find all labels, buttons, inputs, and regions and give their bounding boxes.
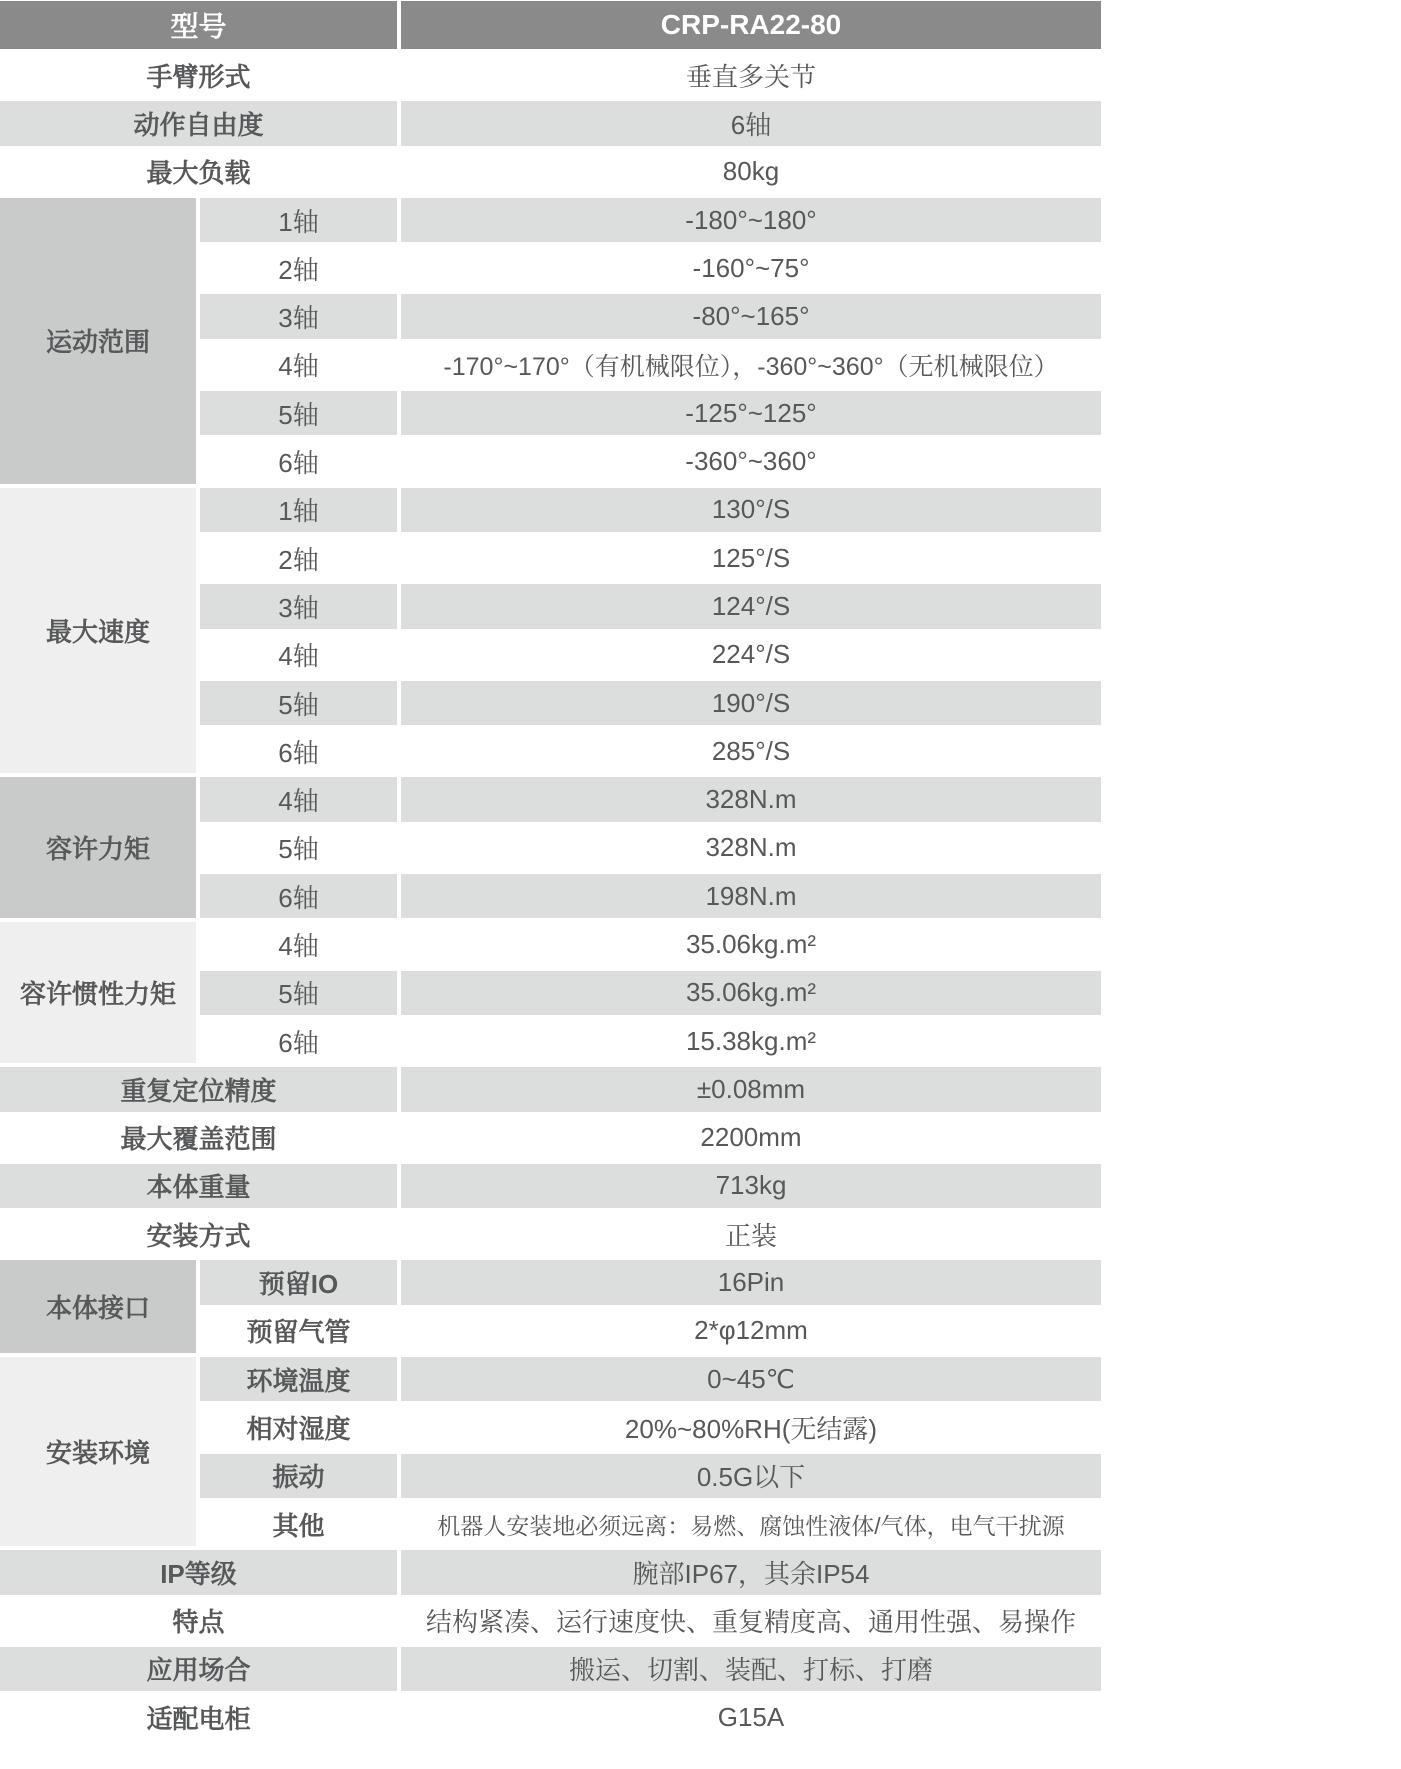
row-label: 最大覆盖范围 bbox=[120, 1124, 277, 1155]
section-body-interface bbox=[0, 1260, 1101, 1353]
axis-label: 预留气管 bbox=[246, 1317, 351, 1348]
spec-row bbox=[200, 584, 1101, 628]
spec-row bbox=[200, 343, 1101, 387]
axis-label: 4轴 bbox=[278, 641, 319, 672]
axis-value: 328N.m bbox=[401, 777, 1101, 821]
spec-row bbox=[200, 1454, 1101, 1498]
axis-label: 5轴 bbox=[200, 391, 397, 435]
spec-row bbox=[200, 1019, 1101, 1063]
axis-value: 20%~80%RH(无结露) bbox=[624, 1413, 878, 1444]
axis-label: 其他 bbox=[272, 1510, 325, 1541]
row-arm-type bbox=[0, 53, 1101, 97]
spec-row bbox=[200, 826, 1101, 870]
row-dof bbox=[0, 101, 1101, 145]
axis-value: 15.38kg.m² bbox=[685, 1025, 817, 1056]
row-value: 搬运、切割、装配、打标、打磨 bbox=[401, 1647, 1101, 1691]
row-label: 特点 bbox=[172, 1607, 225, 1638]
section-allowable-torque bbox=[0, 777, 1101, 918]
model-header-label: 型号 bbox=[0, 1, 397, 49]
spec-row bbox=[200, 874, 1101, 918]
axis-value: 224°/S bbox=[711, 639, 791, 670]
spec-row bbox=[200, 1357, 1101, 1401]
row-label: 重复定位精度 bbox=[0, 1067, 397, 1111]
axis-value: 0.5G以下 bbox=[401, 1454, 1101, 1498]
category-label: 容许惯性力矩 bbox=[0, 922, 196, 1063]
section-max-speed bbox=[0, 488, 1101, 774]
spec-row bbox=[200, 198, 1101, 242]
axis-label: 4轴 bbox=[278, 351, 319, 382]
section-install-environment bbox=[0, 1357, 1101, 1546]
row-max-payload bbox=[0, 150, 1101, 194]
section-allowable-inertia bbox=[0, 922, 1101, 1063]
spec-row bbox=[200, 1502, 1101, 1546]
row-value: 6轴 bbox=[401, 101, 1101, 145]
axis-value: 285°/S bbox=[711, 735, 791, 766]
axis-value: -360°~360° bbox=[685, 446, 817, 477]
axis-value: 328N.m bbox=[705, 832, 797, 863]
category-label: 容许力矩 bbox=[0, 777, 196, 918]
axis-value: 130°/S bbox=[401, 488, 1101, 532]
spec-row bbox=[200, 294, 1101, 338]
spec-row bbox=[200, 729, 1101, 773]
header-row bbox=[0, 1, 1101, 49]
axis-value: -160°~75° bbox=[692, 252, 810, 283]
axis-label: 振动 bbox=[200, 1454, 397, 1498]
row-label: 最大负载 bbox=[146, 158, 251, 189]
row-label: 手臂形式 bbox=[146, 61, 251, 92]
axis-value: 190°/S bbox=[401, 681, 1101, 725]
row-value: 80kg bbox=[722, 156, 780, 187]
axis-label: 5轴 bbox=[278, 834, 319, 865]
spec-row bbox=[200, 971, 1101, 1015]
row-mounting bbox=[0, 1212, 1101, 1256]
row-value: ±0.08mm bbox=[401, 1067, 1101, 1111]
row-label: 应用场合 bbox=[0, 1647, 397, 1691]
spec-row bbox=[200, 922, 1101, 966]
row-applications bbox=[0, 1647, 1101, 1691]
row-value: 正装 bbox=[724, 1220, 777, 1251]
row-value: 2200mm bbox=[700, 1122, 802, 1153]
axis-label: 1轴 bbox=[200, 198, 397, 242]
spec-row bbox=[200, 633, 1101, 677]
row-value: 腕部IP67，其余IP54 bbox=[401, 1550, 1101, 1594]
spec-row bbox=[200, 681, 1101, 725]
spec-row bbox=[200, 536, 1101, 580]
row-value: 713kg bbox=[401, 1164, 1101, 1208]
row-cabinet bbox=[0, 1695, 1101, 1739]
axis-label: 相对湿度 bbox=[246, 1413, 351, 1444]
spec-row bbox=[200, 439, 1101, 483]
axis-label: 2轴 bbox=[278, 254, 319, 285]
axis-label: 4轴 bbox=[200, 777, 397, 821]
row-value: 垂直多关节 bbox=[685, 61, 816, 92]
category-label: 最大速度 bbox=[0, 488, 196, 774]
axis-value: 机器人安装地必须远离：易燃、腐蚀性液体/气体，电气干扰源 bbox=[437, 1512, 1065, 1539]
axis-label: 环境温度 bbox=[200, 1357, 397, 1401]
axis-label: 3轴 bbox=[200, 584, 397, 628]
row-label: 动作自由度 bbox=[0, 101, 397, 145]
axis-label: 1轴 bbox=[200, 488, 397, 532]
spec-row bbox=[200, 488, 1101, 532]
axis-value: 0~45℃ bbox=[401, 1357, 1101, 1401]
row-label: 安装方式 bbox=[146, 1220, 251, 1251]
category-label: 本体接口 bbox=[0, 1260, 196, 1353]
row-ip-rating bbox=[0, 1550, 1101, 1594]
axis-label: 2轴 bbox=[278, 544, 319, 575]
axis-value: 35.06kg.m² bbox=[401, 971, 1101, 1015]
section-motion-range bbox=[0, 198, 1101, 484]
axis-label: 5轴 bbox=[200, 971, 397, 1015]
axis-label: 预留IO bbox=[200, 1260, 397, 1304]
row-repeatability bbox=[0, 1067, 1101, 1111]
row-body-weight bbox=[0, 1164, 1101, 1208]
axis-label: 6轴 bbox=[278, 1027, 319, 1058]
axis-value: -170°~170°（有机械限位），-360°~360°（无机械限位） bbox=[443, 352, 1059, 381]
axis-value: 124°/S bbox=[401, 584, 1101, 628]
spec-row bbox=[200, 1309, 1101, 1353]
category-label: 安装环境 bbox=[0, 1357, 196, 1546]
spec-row bbox=[200, 246, 1101, 290]
spec-row bbox=[200, 1405, 1101, 1449]
axis-label: 6轴 bbox=[200, 874, 397, 918]
row-features bbox=[0, 1599, 1101, 1643]
axis-value: -180°~180° bbox=[401, 198, 1101, 242]
axis-label: 3轴 bbox=[200, 294, 397, 338]
axis-label: 5轴 bbox=[200, 681, 397, 725]
row-label: IP等级 bbox=[0, 1550, 397, 1594]
axis-value: 125°/S bbox=[711, 542, 791, 573]
row-value: 结构紧凑、运行速度快、重复精度高、通用性强、易操作 bbox=[425, 1607, 1076, 1638]
axis-label: 4轴 bbox=[278, 930, 319, 961]
axis-value: 35.06kg.m² bbox=[685, 928, 817, 959]
axis-value: 198N.m bbox=[401, 874, 1101, 918]
axis-label: 6轴 bbox=[278, 737, 319, 768]
axis-value: -125°~125° bbox=[401, 391, 1101, 435]
spec-row bbox=[200, 777, 1101, 821]
category-label: 运动范围 bbox=[0, 198, 196, 484]
row-label: 适配电柜 bbox=[146, 1703, 251, 1734]
axis-value: 16Pin bbox=[401, 1260, 1101, 1304]
model-header-value: CRP-RA22-80 bbox=[401, 1, 1101, 49]
row-label: 本体重量 bbox=[0, 1164, 397, 1208]
axis-label: 6轴 bbox=[278, 448, 319, 479]
spec-row bbox=[200, 391, 1101, 435]
row-value: G15A bbox=[717, 1701, 785, 1732]
spec-row bbox=[200, 1260, 1101, 1304]
axis-value: 2*φ12mm bbox=[694, 1315, 808, 1346]
axis-value: -80°~165° bbox=[401, 294, 1101, 338]
row-max-reach bbox=[0, 1116, 1101, 1160]
